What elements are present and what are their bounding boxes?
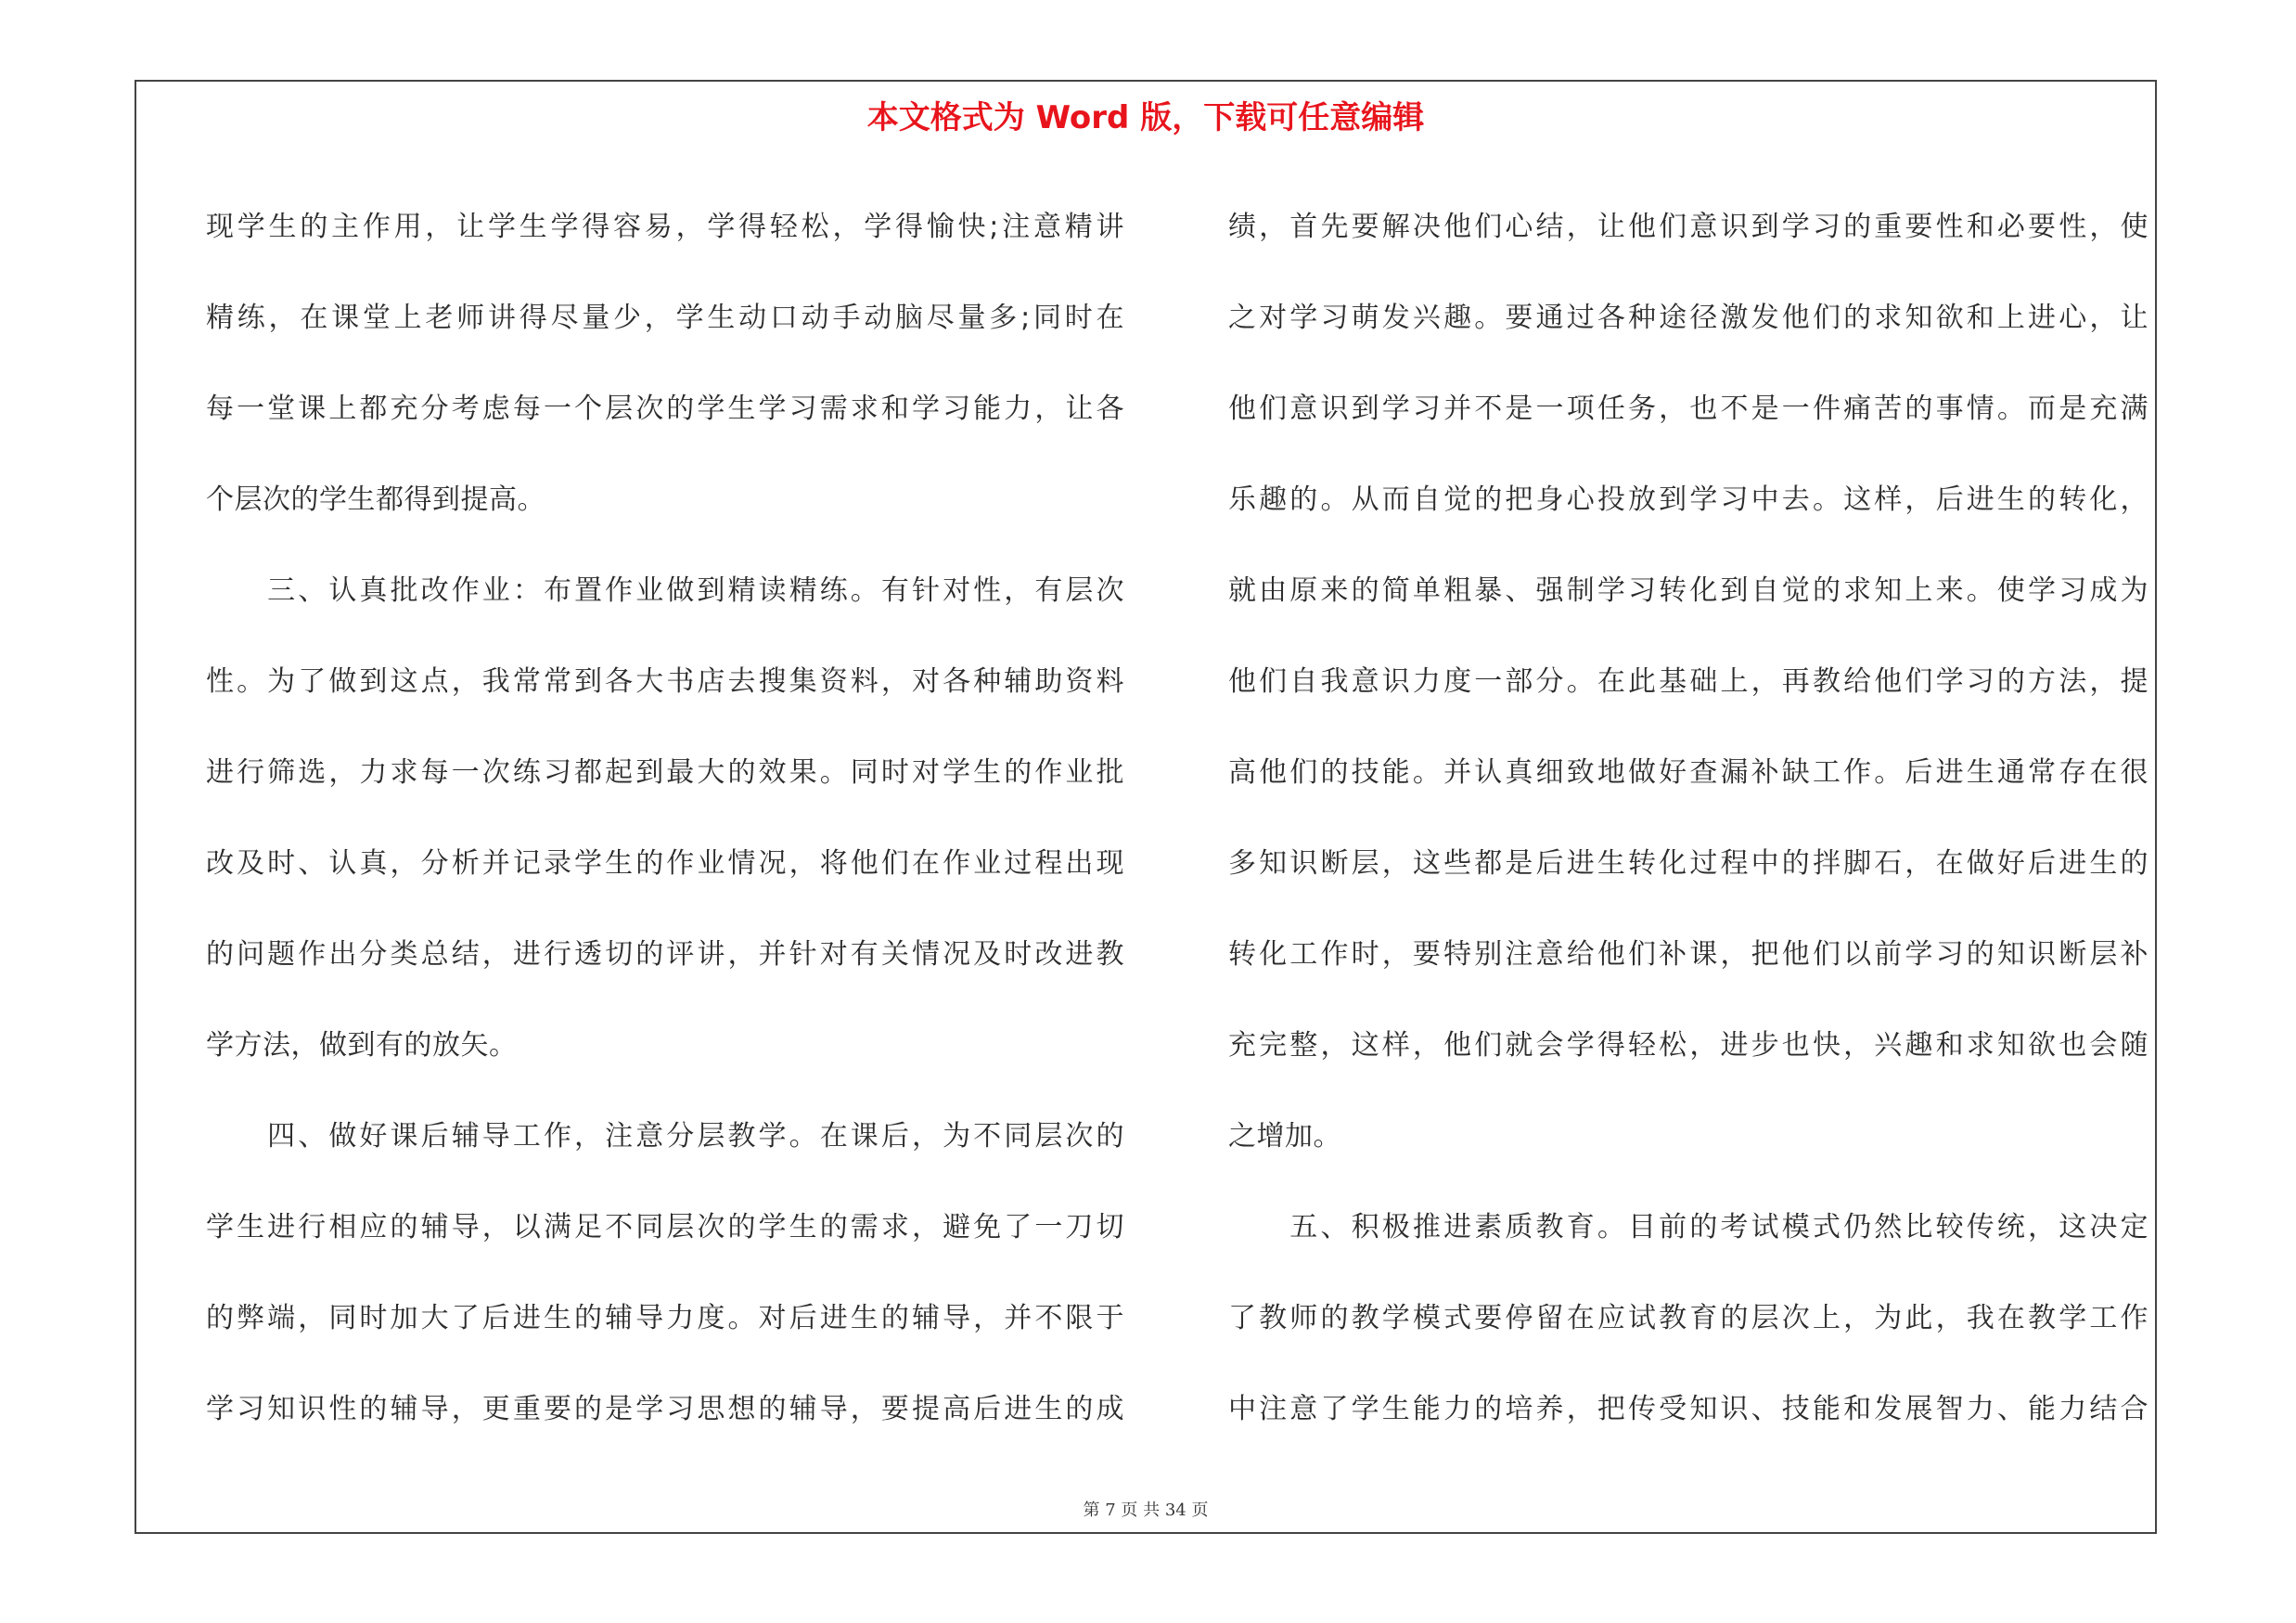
- text-line: 了教师的教学模式要停留在应试教育的层次上，为此，我在教学工作: [1228, 1302, 2148, 1334]
- text-line: 绩，首先要解决他们心结，让他们意识到学习的重要性和必要性，使: [1228, 211, 2148, 243]
- text-line: 的问题作出分类总结，进行透切的评讲，并针对有关情况及时改进教: [206, 938, 1124, 971]
- text-line: 三、认真批改作业：布置作业做到精读精练。有针对性，有层次: [206, 574, 1124, 607]
- text-line: 转化工作时，要特别注意给他们补课，把他们以前学习的知识断层补: [1228, 938, 2148, 971]
- page-frame: [135, 80, 2157, 1534]
- right-column: [1228, 182, 2148, 1455]
- text-line: 改及时、认真，分析并记录学生的作业情况，将他们在作业过程出现: [206, 847, 1124, 880]
- page-number-footer: 第 7 页 共 34 页: [1083, 1501, 1209, 1520]
- text-line: 之增加。: [1228, 1120, 1341, 1153]
- text-line: 精练，在课堂上老师讲得尽量少，学生动口动手动脑尽量多;同时在: [206, 302, 1124, 334]
- text-line: 之对学习萌发兴趣。要通过各种途径激发他们的求知欲和上进心，让: [1228, 302, 2148, 334]
- text-line: 高他们的技能。并认真细致地做好查漏补缺工作。后进生通常存在很: [1228, 756, 2148, 789]
- text-line: 的弊端，同时加大了后进生的辅导力度。对后进生的辅导，并不限于: [206, 1302, 1124, 1334]
- text-line: 现学生的主作用，让学生学得容易，学得轻松，学得愉快;注意精讲: [206, 211, 1124, 243]
- text-line: 进行筛选，力求每一次练习都起到最大的效果。同时对学生的作业批: [206, 756, 1124, 789]
- text-line: 每一堂课上都充分考虑每一个层次的学生学习需求和学习能力，让各: [206, 393, 1124, 425]
- text-line: 个层次的学生都得到提高。: [206, 483, 545, 516]
- text-line: 学生进行相应的辅导，以满足不同层次的学生的需求，避免了一刀切: [206, 1211, 1124, 1243]
- text-line: 他们意识到学习并不是一项任务，也不是一件痛苦的事情。而是充满: [1228, 393, 2148, 425]
- text-line: 就由原来的简单粗暴、强制学习转化到自觉的求知上来。使学习成为: [1228, 574, 2148, 607]
- text-line: 充完整，这样，他们就会学得轻松，进步也快，兴趣和求知欲也会随: [1228, 1029, 2148, 1062]
- text-line: 性。为了做到这点，我常常到各大书店去搜集资料，对各种辅助资料: [206, 665, 1124, 698]
- text-line: 多知识断层，这些都是后进生转化过程中的拌脚石，在做好后进生的: [1228, 847, 2148, 880]
- left-column: [206, 182, 1124, 1455]
- text-line: 五、积极推进素质教育。目前的考试模式仍然比较传统，这决定: [1228, 1211, 2148, 1243]
- text-line: 乐趣的。从而自觉的把身心投放到学习中去。这样，后进生的转化，: [1228, 483, 2148, 516]
- text-line: 学方法，做到有的放矢。: [206, 1029, 518, 1062]
- text-line: 四、做好课后辅导工作，注意分层教学。在课后，为不同层次的: [206, 1120, 1124, 1153]
- text-line: 他们自我意识力度一部分。在此基础上，再教给他们学习的方法，提: [1228, 665, 2148, 698]
- text-line: 中注意了学生能力的培养，把传受知识、技能和发展智力、能力结合: [1228, 1393, 2148, 1425]
- word-format-banner: 本文格式为 Word 版，下载可任意编辑: [866, 99, 1425, 136]
- text-line: 学习知识性的辅导，更重要的是学习思想的辅导，要提高后进生的成: [206, 1393, 1124, 1425]
